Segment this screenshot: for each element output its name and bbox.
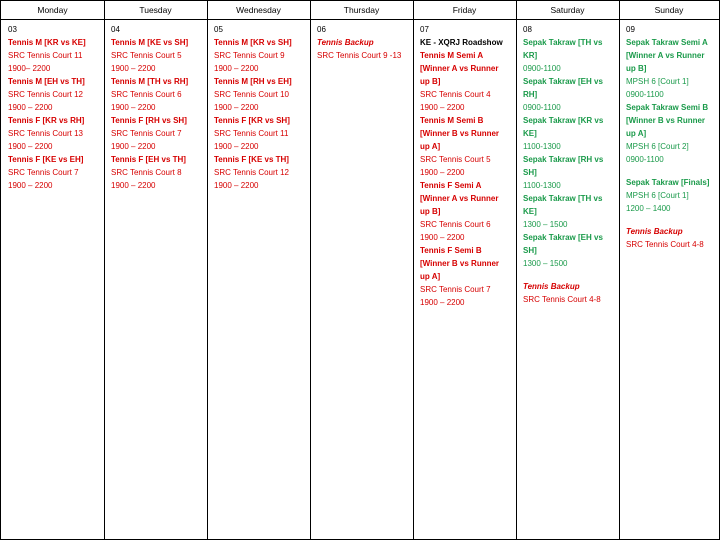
event-line: Sepak Takraw Semi B [Winner B vs Runner up A] <box>626 103 709 138</box>
event-line: KE - XQRJ Roadshow <box>420 38 503 47</box>
event-line: 1100-1300 <box>523 142 561 151</box>
event-line: SRC Tennis Court 12 <box>8 90 83 99</box>
date-number: 06 <box>317 25 326 34</box>
event-line: SRC Tennis Court 5 <box>420 155 491 164</box>
event-line: 1900 – 2200 <box>8 142 53 151</box>
day-header-saturday: Saturday <box>550 5 585 15</box>
event-line: Tennis F [KE vs EH] <box>8 155 84 164</box>
event-line: Tennis Backup <box>626 227 683 236</box>
event-line: SRC Tennis Court 13 <box>8 129 83 138</box>
event-line: SRC Tennis Court 4-8 <box>523 295 601 304</box>
date-number: 04 <box>111 25 120 34</box>
calendar-header-row <box>1 1 719 20</box>
event-line: Tennis M [RH vs EH] <box>214 77 292 86</box>
event-line: SRC Tennis Court 9 <box>214 51 285 60</box>
event-line: Tennis Backup <box>523 282 580 291</box>
event-line: Sepak Takraw [EH vs RH] <box>523 77 603 99</box>
event-line: 0900-1100 <box>523 103 561 112</box>
event-line: SRC Tennis Court 7 <box>420 285 491 294</box>
event-line: 1900 – 2200 <box>111 142 156 151</box>
event-line: Tennis M Semi A [Winner A vs Runner up B] <box>420 51 499 86</box>
day-cell-saturday <box>517 20 619 306</box>
event-line: SRC Tennis Court 11 <box>8 51 83 60</box>
day-header-friday: Friday <box>452 5 477 15</box>
event-line: Tennis M [TH vs RH] <box>111 77 189 86</box>
event-line: SRC Tennis Court 7 <box>8 168 79 177</box>
event-line: SRC Tennis Court 11 <box>214 129 289 138</box>
day-header-sunday: Sunday <box>654 5 684 15</box>
event-line: 1900 – 2200 <box>8 181 53 190</box>
event-line: Sepak Takraw [TH vs KR] <box>523 38 603 60</box>
event-line: Tennis M [KR vs SH] <box>214 38 292 47</box>
event-line: Tennis M [KE vs SH] <box>111 38 189 47</box>
event-line: 1300 – 1500 <box>523 220 568 229</box>
spacer <box>626 166 713 176</box>
event-line: Sepak Takraw [TH vs KE] <box>523 194 603 216</box>
day-cell-friday <box>414 20 516 309</box>
event-line: Sepak Takraw [Finals] <box>626 178 710 187</box>
event-line: MPSH 6 [Court 1] <box>626 191 689 200</box>
event-line: 1900 – 2200 <box>111 64 156 73</box>
event-line: Tennis F [KE vs TH] <box>214 155 289 164</box>
event-line: Sepak Takraw [RH vs SH] <box>523 155 604 177</box>
day-header-monday: Monday <box>37 5 68 15</box>
day-header-wednesday: Wednesday <box>236 5 281 15</box>
event-line: SRC Tennis Court 6 <box>420 220 491 229</box>
event-line: Tennis F [KR vs RH] <box>8 116 85 125</box>
event-line: SRC Tennis Court 7 <box>111 129 182 138</box>
event-line: 1100-1300 <box>523 181 561 190</box>
spacer <box>626 215 713 225</box>
event-line: Tennis F [RH vs SH] <box>111 116 187 125</box>
event-line: 0900-1100 <box>626 155 664 164</box>
event-line: 1900 – 2200 <box>111 181 156 190</box>
event-line: Sepak Takraw [KR vs KE] <box>523 116 604 138</box>
event-line: Sepak Takraw Semi A [Winner A vs Runner up B] <box>626 38 708 73</box>
event-line: Tennis M [KR vs KE] <box>8 38 86 47</box>
event-line: 1900 – 2200 <box>214 103 259 112</box>
event-line: 0900-1100 <box>626 90 664 99</box>
event-line: Sepak Takraw [EH vs SH] <box>523 233 603 255</box>
event-line: 1900 – 2200 <box>214 181 259 190</box>
day-cell-thursday <box>311 20 413 62</box>
date-number: 07 <box>420 25 429 34</box>
day-header-thursday: Thursday <box>343 5 380 15</box>
event-line: 1900 – 2200 <box>420 298 465 307</box>
day-cell-tuesday <box>105 20 207 192</box>
date-number: 05 <box>214 25 223 34</box>
event-line: SRC Tennis Court 4 <box>420 90 491 99</box>
date-number: 08 <box>523 25 532 34</box>
event-line: Tennis F [EH vs TH] <box>111 155 186 164</box>
column-divider <box>310 1 311 539</box>
event-line: 1200 – 1400 <box>626 204 671 213</box>
date-number: 03 <box>8 25 17 34</box>
date-number: 09 <box>626 25 635 34</box>
event-line: SRC Tennis Court 5 <box>111 51 182 60</box>
event-line: SRC Tennis Court 8 <box>111 168 182 177</box>
event-line: 1900 – 2200 <box>8 103 53 112</box>
spacer <box>523 270 613 280</box>
event-line: Tennis M [EH vs TH] <box>8 77 85 86</box>
event-line: 1900 – 2200 <box>420 233 465 242</box>
event-line: 0900-1100 <box>523 64 561 73</box>
day-cell-sunday <box>620 20 719 251</box>
event-line: Tennis M Semi B [Winner B vs Runner up A] <box>420 116 500 151</box>
event-line: Tennis F Semi B [Winner B vs Runner up A] <box>420 246 500 281</box>
event-line: MPSH 6 [Court 1] <box>626 77 689 86</box>
day-cell-monday <box>2 20 104 192</box>
day-header-tuesday: Tuesday <box>139 5 172 15</box>
event-line: 1900 – 2200 <box>214 142 259 151</box>
event-line: 1900 – 2200 <box>111 103 156 112</box>
event-line: Tennis F Semi A [Winner A vs Runner up B] <box>420 181 499 216</box>
event-line: MPSH 6 [Court 2] <box>626 142 689 151</box>
event-line: 1300 – 1500 <box>523 259 568 268</box>
day-cell-wednesday <box>208 20 310 192</box>
event-line: Tennis F [KR vs SH] <box>214 116 290 125</box>
event-line: 1900 – 2200 <box>420 168 465 177</box>
event-line: SRC Tennis Court 9 -13 <box>317 51 402 60</box>
event-line: SRC Tennis Court 10 <box>214 90 289 99</box>
event-line: SRC Tennis Court 4-8 <box>626 240 704 249</box>
event-line: 1900– 2200 <box>8 64 51 73</box>
event-line: SRC Tennis Court 12 <box>214 168 289 177</box>
event-line: SRC Tennis Court 6 <box>111 90 182 99</box>
event-line: 1900 – 2200 <box>420 103 465 112</box>
event-line: 1900 – 2200 <box>214 64 259 73</box>
event-line: Tennis Backup <box>317 38 374 47</box>
